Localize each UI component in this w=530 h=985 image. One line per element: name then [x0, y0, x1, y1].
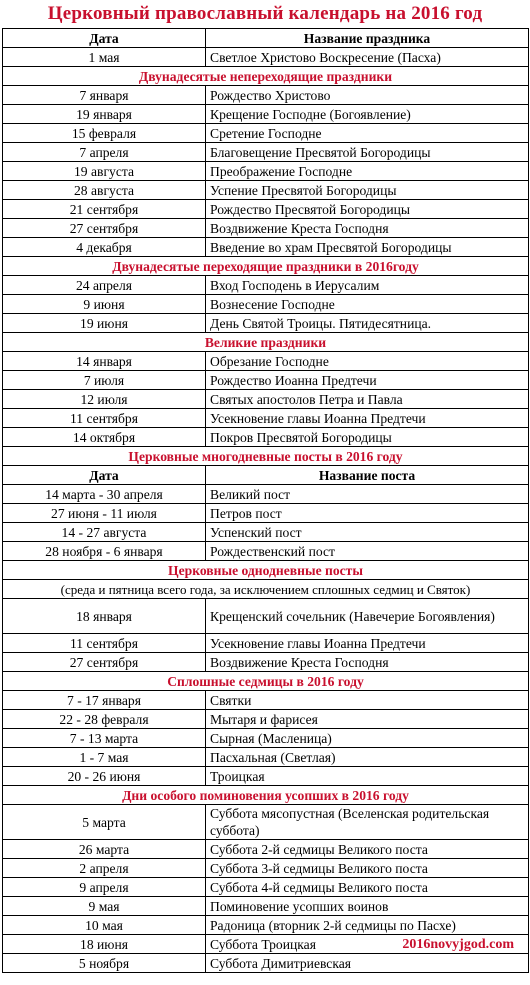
- name-column-header: Название праздника: [206, 29, 529, 48]
- name-cell: Обрезание Господне: [206, 352, 529, 371]
- section-header-row: [3, 672, 529, 691]
- table-row: [3, 897, 529, 916]
- table-row: [3, 295, 529, 314]
- site-watermark: 2016novyjgod.com: [402, 936, 514, 952]
- table-row: [3, 840, 529, 859]
- name-cell: Светлое Христово Воскресение (Пасха): [206, 48, 529, 67]
- section-header-row: [3, 580, 529, 599]
- section-heading: Церковные однодневные посты: [3, 561, 529, 580]
- name-cell: Суббота мясопустная (Вселенская родительская суббота): [206, 805, 529, 840]
- date-cell: 14 - 27 августа: [3, 523, 206, 542]
- date-cell: 27 сентября: [3, 219, 206, 238]
- table-row: [3, 729, 529, 748]
- date-cell: 7 января: [3, 86, 206, 105]
- date-cell: 7 июля: [3, 371, 206, 390]
- name-cell: Суббота Троицкая 2016novyjgod.com: [206, 935, 529, 954]
- table-row: [3, 748, 529, 767]
- calendar-table: [2, 28, 529, 973]
- name-cell: Рождество Иоанна Предтечи: [206, 371, 529, 390]
- name-cell: Успение Пресвятой Богородицы: [206, 181, 529, 200]
- section-heading: (среда и пятница всего года, за исключением сплошных седмиц и Святок): [3, 580, 529, 599]
- section-header-row: [3, 67, 529, 86]
- name-cell: Преображение Господне: [206, 162, 529, 181]
- column-header-row: [3, 29, 529, 48]
- date-cell: 27 сентября: [3, 653, 206, 672]
- table-row: [3, 371, 529, 390]
- name-cell: Воздвижение Креста Господня: [206, 653, 529, 672]
- name-cell: Вход Господень в Иерусалим: [206, 276, 529, 295]
- name-cell: Мытаря и фарисея: [206, 710, 529, 729]
- date-cell: 22 - 28 февраля: [3, 710, 206, 729]
- page-title: Церковный православный календарь на 2016 год: [47, 3, 483, 24]
- name-cell: Святки: [206, 691, 529, 710]
- name-cell: Усекновение главы Иоанна Предтечи: [206, 634, 529, 653]
- table-row: [3, 276, 529, 295]
- date-cell: 5 марта: [3, 805, 206, 840]
- name-cell: День Святой Троицы. Пятидесятница.: [206, 314, 529, 333]
- name-cell: Крещение Господне (Богоявление): [206, 105, 529, 124]
- date-cell: 11 сентября: [3, 409, 206, 428]
- name-cell: Радоница (вторник 2-й седмицы по Пасхе): [206, 916, 529, 935]
- name-cell: Вознесение Господне: [206, 295, 529, 314]
- table-row: [3, 859, 529, 878]
- table-row: [3, 710, 529, 729]
- date-cell: 11 сентября: [3, 634, 206, 653]
- name-cell: Благовещение Пресвятой Богородицы: [206, 143, 529, 162]
- section-heading: Двунадесятые непереходящие праздники: [3, 67, 529, 86]
- name-cell: Крещенский сочельник (Навечерие Богоявления): [206, 599, 529, 634]
- name-column-header: Название поста: [206, 466, 529, 485]
- table-row: [3, 124, 529, 143]
- date-cell: 28 ноября - 6 января: [3, 542, 206, 561]
- date-cell: 20 - 26 июня: [3, 767, 206, 786]
- table-row: [3, 504, 529, 523]
- section-heading: Церковные многодневные посты в 2016 году: [3, 447, 529, 466]
- date-cell: 5 ноября: [3, 954, 206, 973]
- date-cell: 21 сентября: [3, 200, 206, 219]
- table-row: [3, 352, 529, 371]
- date-cell: 28 августа: [3, 181, 206, 200]
- date-cell: 9 апреля: [3, 878, 206, 897]
- table-row: [3, 767, 529, 786]
- table-row: [3, 390, 529, 409]
- table-row: [3, 428, 529, 447]
- name-cell: Сретение Господне: [206, 124, 529, 143]
- date-cell: 7 апреля: [3, 143, 206, 162]
- date-cell: 19 июня: [3, 314, 206, 333]
- section-header-row: [3, 333, 529, 352]
- date-cell: 1 мая: [3, 48, 206, 67]
- table-row: [3, 542, 529, 561]
- table-row: [3, 954, 529, 973]
- date-column-header: Дата: [3, 466, 206, 485]
- name-cell: Рождество Пресвятой Богородицы: [206, 200, 529, 219]
- section-heading: Великие праздники: [3, 333, 529, 352]
- section-heading: Сплошные седмицы в 2016 году: [3, 672, 529, 691]
- name-cell: Суббота Димитриевская: [206, 954, 529, 973]
- table-row: [3, 485, 529, 504]
- table-row: [3, 200, 529, 219]
- section-header-row: [3, 561, 529, 580]
- name-cell: Успенский пост: [206, 523, 529, 542]
- column-header-row: [3, 466, 529, 485]
- table-row: [3, 143, 529, 162]
- name-cell: Троицкая: [206, 767, 529, 786]
- date-cell: 19 января: [3, 105, 206, 124]
- section-header-row: [3, 786, 529, 805]
- date-cell: 18 июня: [3, 935, 206, 954]
- date-cell: 2 апреля: [3, 859, 206, 878]
- section-heading: Двунадесятые переходящие праздники в 2016году: [3, 257, 529, 276]
- table-row: [3, 935, 529, 954]
- name-cell: Суббота 3-й седмицы Великого поста: [206, 859, 529, 878]
- date-cell: 27 июня - 11 июля: [3, 504, 206, 523]
- name-cell: Святых апостолов Петра и Павла: [206, 390, 529, 409]
- date-cell: 15 февраля: [3, 124, 206, 143]
- date-cell: 14 января: [3, 352, 206, 371]
- date-cell: 7 - 13 марта: [3, 729, 206, 748]
- date-cell: 1 - 7 мая: [3, 748, 206, 767]
- easter-row: [3, 48, 529, 67]
- date-cell: 10 мая: [3, 916, 206, 935]
- table-row: [3, 162, 529, 181]
- date-column-header: Дата: [3, 29, 206, 48]
- table-row: [3, 219, 529, 238]
- date-cell: 19 августа: [3, 162, 206, 181]
- date-cell: 14 октября: [3, 428, 206, 447]
- name-cell: Рождественский пост: [206, 542, 529, 561]
- date-cell: 18 января: [3, 599, 206, 634]
- table-row: [3, 634, 529, 653]
- table-row: [3, 805, 529, 840]
- name-cell: Воздвижение Креста Господня: [206, 219, 529, 238]
- date-cell: 9 мая: [3, 897, 206, 916]
- date-cell: 9 июня: [3, 295, 206, 314]
- name-cell: Усекновение главы Иоанна Предтечи: [206, 409, 529, 428]
- table-row: [3, 314, 529, 333]
- date-cell: 26 марта: [3, 840, 206, 859]
- table-row: [3, 523, 529, 542]
- section-heading: Дни особого поминовения усопших в 2016 году: [3, 786, 529, 805]
- date-cell: 7 - 17 января: [3, 691, 206, 710]
- table-row: [3, 916, 529, 935]
- name-cell: Покров Пресвятой Богородицы: [206, 428, 529, 447]
- table-row: [3, 238, 529, 257]
- name-cell: Пасхальная (Светлая): [206, 748, 529, 767]
- date-cell: 4 декабря: [3, 238, 206, 257]
- table-row: [3, 105, 529, 124]
- date-cell: 14 марта - 30 апреля: [3, 485, 206, 504]
- table-row: [3, 409, 529, 428]
- table-row: [3, 653, 529, 672]
- name-cell: Сырная (Масленица): [206, 729, 529, 748]
- name-cell: Введение во храм Пресвятой Богородицы: [206, 238, 529, 257]
- name-cell: Поминовение усопших воинов: [206, 897, 529, 916]
- date-cell: 24 апреля: [3, 276, 206, 295]
- name-cell: Рождество Христово: [206, 86, 529, 105]
- table-row: [3, 86, 529, 105]
- section-header-row: [3, 447, 529, 466]
- date-cell: 12 июля: [3, 390, 206, 409]
- name-cell: Суббота 4-й седмицы Великого поста: [206, 878, 529, 897]
- table-row: [3, 599, 529, 634]
- table-row: [3, 878, 529, 897]
- name-cell: Суббота 2-й седмицы Великого поста: [206, 840, 529, 859]
- name-cell: Петров пост: [206, 504, 529, 523]
- table-row: [3, 181, 529, 200]
- section-header-row: [3, 257, 529, 276]
- table-row: [3, 691, 529, 710]
- name-cell: Великий пост: [206, 485, 529, 504]
